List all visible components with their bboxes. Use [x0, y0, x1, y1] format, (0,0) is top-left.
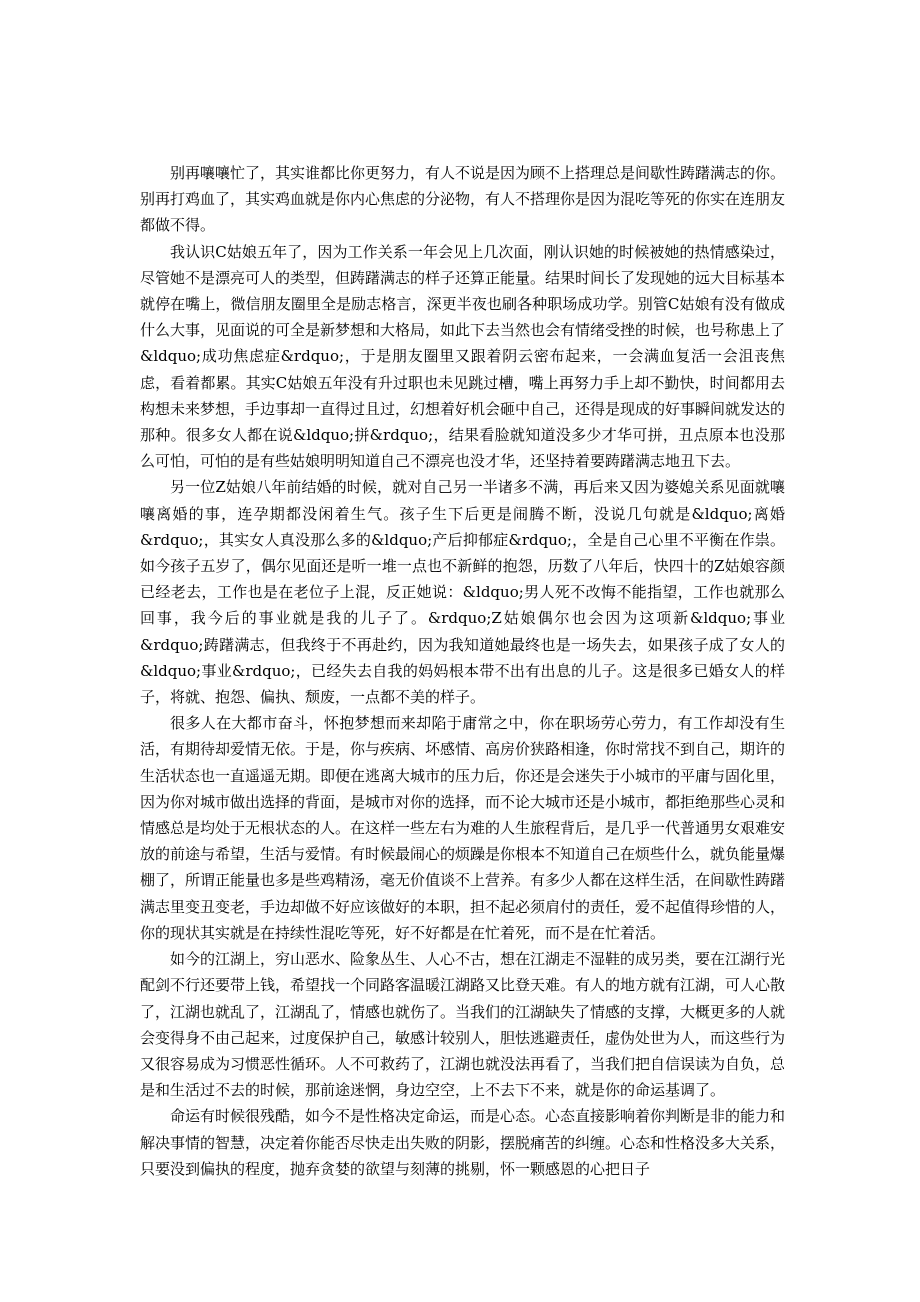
paragraph-1: 别再嚷嚷忙了，其实谁都比你更努力，有人不说是因为顾不上搭理总是间歇性踌躇满志的你。别再打鸡血了，其实鸡血就是你内心焦虑的分泌物，有人不搭理你是因为混吃等死的你实在连朋友都做不得。	[140, 164, 786, 235]
paragraph-3: 另一位Z姑娘八年前结婚的时候，就对自己另一半诸多不满，再后来又因为婆媳关系见面就嚷嚷离婚的事，连孕期都没闲着生气。孩子生下后更是闹腾不断，没说几句就是&ldquo;离婚&rdquo;，其实女人真没那么多的&ldquo;产后抑郁症&rdquo;，全是自己心里不平衡在作祟。如今孩子五岁了，偶尔见面还是听一堆一点也不新鲜的抱怨，历数了八年后，快四十的Z姑娘容颜已经老去，工作也是在老位子上混，反正她说：&ldquo;男人死不改悔不能指望，工作也就那么回事，我今后的事业就是我的儿子了。&rdquo;Z姑娘偶尔也会因为这项新&ldquo;事业&rdquo;踌躇满志，但我终于不再赴约，因为我知道她最终也是一场失去，如果孩子成了女人的&ldquo;事业&rdquo;，已经失去自我的妈妈根本带不出有出息的儿子。这是很多已婚女人的样子，将就、抱怨、偏执、颓废，一点都不美的样子。	[140, 478, 785, 707]
paragraph-2: 我认识C姑娘五年了，因为工作关系一年会见上几次面，刚认识她的时候被她的热情感染过，尽管她不是漂亮可人的类型，但踌躇满志的样子还算正能量。结果时间长了发现她的远大目标基本就停在嘴上，微信朋友圈里全是励志格言，深更半夜也刷各种职场成功学。别管C姑娘有没有做成什么大事，见面说的可全是新梦想和大格局，如此下去当然也会有情绪受挫的时候，也号称患上了&ldquo;成功焦虑症&rdquo;，于是朋友圈里又跟着阴云密布起来，一会满血复活一会沮丧焦虑，看着都累。其实C姑娘五年没有升过职也未见跳过槽，嘴上再努力手上却不勤快，时间都用去构想未来梦想，手边事却一直得过且过，幻想着好机会砸中自己，还得是现成的好事瞬间就发达的那种。很多女人都在说&ldquo;拼&rdquo;，结果看脸就知道没多少才华可拼，丑点原本也没那么可怕，可怕的是有些姑娘明明知道自己不漂亮也没才华，还坚持着要踌躇满志地丑下去。	[140, 242, 786, 471]
paragraph-5: 如今的江湖上，穷山恶水、险象丛生、人心不古，想在江湖走不湿鞋的成另类，要在江湖行光配剑不行还要带上钱，希望找一个同路客温暖江湖路又比登天难。有人的地方就有江湖，可人心散了，江湖也就乱了，江湖乱了，情感也就伤了。当我们的江湖缺失了情感的支撑，大概更多的人就会变得身不由己起来，过度保护自己，敏感计较别人，胆怯逃避责任，虚伪处世为人，而这些行为又很容易成为习惯恶性循环。人不可救药了，江湖也就没法再看了，当我们把自信误读为自负，总是和生活过不去的时候，那前途迷惘，身边空空，上不去下不来，就是你的命运基调了。	[140, 950, 786, 1100]
paragraph-6: 命运有时候很残酷，如今不是性格决定命运，而是心态。心态直接影响着你判断是非的能力和解决事情的智慧，决定着你能否尽快走出失败的阴影，摆脱痛苦的纠缠。心态和性格没多大关系，只要没到偏执的程度，抛弃贪婪的欲望与刻薄的挑剔，怀一颗感恩的心把日子	[140, 1107, 786, 1178]
document-body	[140, 160, 785, 1182]
paragraph-4: 很多人在大都市奋斗，怀抱梦想而来却陷于庸常之中，你在职场劳心劳力，有工作却没有生活，有期待却爱情无依。于是，你与疾病、坏感情、高房价狭路相逢，你时常找不到自己，期许的生活状态也一直遥遥无期。即便在逃离大城市的压力后，你还是会迷失于小城市的平庸与固化里，因为你对城市做出选择的背面，是城市对你的选择，而不论大城市还是小城市，都拒绝那些心灵和情感总是均处于无根状态的人。在这样一些左右为难的人生旅程背后，是几乎一代普通男女艰难安放的前途与希望，生活与爱情。有时候最闹心的烦躁是你根本不知道自己在烦些什么，就负能量爆棚了，所谓正能量也多是些鸡精汤，毫无价值谈不上营养。有多少人都在这样生活，在间歇性踌躇满志里变丑变老，手边却做不好应该做好的本职，担不起必须肩付的责任，爱不起值得珍惜的人，你的现状其实就是在持续性混吃等死，好不好都是在忙着死，而不是在忙着活。	[140, 714, 786, 942]
